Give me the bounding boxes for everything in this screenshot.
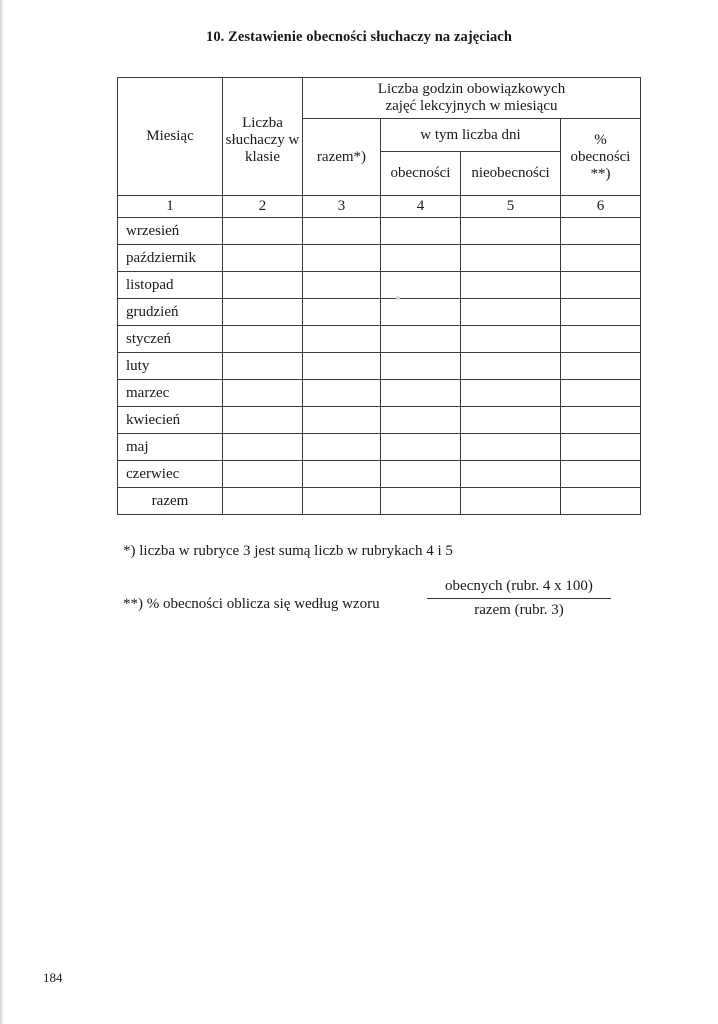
table-row	[118, 326, 641, 353]
table-cell[interactable]	[381, 434, 461, 461]
table-cell[interactable]	[223, 245, 303, 272]
header-row-1	[118, 78, 641, 119]
total-row	[118, 488, 641, 515]
table-cell[interactable]	[461, 407, 561, 434]
table-cell[interactable]	[561, 299, 641, 326]
table-cell[interactable]	[381, 218, 461, 245]
scan-speck	[396, 296, 400, 300]
table-row	[118, 380, 641, 407]
table-cell[interactable]	[223, 407, 303, 434]
table-cell[interactable]	[461, 245, 561, 272]
table-cell[interactable]	[303, 272, 381, 299]
table-cell[interactable]	[381, 245, 461, 272]
formula-numerator: obecnych (rubr. 4 x 100)	[427, 578, 611, 599]
header-percent-label: obecności	[570, 148, 631, 165]
header-percent-symbol: %	[594, 131, 607, 148]
table-cell[interactable]	[223, 218, 303, 245]
month-label: maj	[118, 434, 223, 461]
table-cell[interactable]	[561, 488, 641, 515]
month-label: styczeń	[118, 326, 223, 353]
table-cell[interactable]	[303, 326, 381, 353]
formula-fraction	[427, 578, 611, 619]
header-absence: nieobecności	[461, 152, 561, 196]
table-cell[interactable]	[461, 299, 561, 326]
table-row	[118, 407, 641, 434]
table-cell[interactable]	[303, 218, 381, 245]
table-cell[interactable]	[223, 488, 303, 515]
table-cell[interactable]	[223, 299, 303, 326]
table-cell[interactable]	[561, 380, 641, 407]
month-label: czerwiec	[118, 461, 223, 488]
attendance-table	[117, 77, 641, 515]
month-label: marzec	[118, 380, 223, 407]
table-row	[118, 272, 641, 299]
table-cell[interactable]	[461, 218, 561, 245]
month-label: listopad	[118, 272, 223, 299]
table-cell[interactable]	[381, 380, 461, 407]
header-students-label: Liczba słuchaczy w klasie	[225, 115, 300, 165]
table-cell[interactable]	[381, 461, 461, 488]
table-row	[118, 434, 641, 461]
table-cell[interactable]	[303, 299, 381, 326]
column-number: 5	[461, 196, 561, 218]
month-label: luty	[118, 353, 223, 380]
month-label: wrzesień	[118, 218, 223, 245]
table-cell[interactable]	[561, 434, 641, 461]
table-cell[interactable]	[381, 272, 461, 299]
table-cell[interactable]	[381, 407, 461, 434]
column-number: 2	[223, 196, 303, 218]
table-cell[interactable]	[461, 488, 561, 515]
page-title: 10. Zestawienie obecności słuchaczy na zajęciach	[205, 29, 513, 45]
table-cell[interactable]	[223, 434, 303, 461]
footnote-2: **) % obecności oblicza się według wzoru	[123, 596, 380, 612]
table-cell[interactable]	[223, 326, 303, 353]
page-edge	[0, 0, 3, 1024]
column-number: 6	[561, 196, 641, 218]
header-hours-group: Liczba godzin obowiązkowych zajęć lekcyjnych w miesiącu	[303, 78, 641, 119]
table-cell[interactable]	[561, 245, 641, 272]
table-cell[interactable]	[381, 353, 461, 380]
month-label: październik	[118, 245, 223, 272]
column-number: 1	[118, 196, 223, 218]
table-cell[interactable]	[223, 380, 303, 407]
table-cell[interactable]	[461, 272, 561, 299]
table-cell[interactable]	[461, 434, 561, 461]
table-cell[interactable]	[461, 353, 561, 380]
table-cell[interactable]	[561, 272, 641, 299]
table-cell[interactable]	[303, 353, 381, 380]
table-cell[interactable]	[561, 461, 641, 488]
table-cell[interactable]	[223, 353, 303, 380]
table-cell[interactable]	[561, 353, 641, 380]
header-days-group: w tym liczba dni	[381, 119, 561, 152]
table-cell[interactable]	[303, 488, 381, 515]
table-cell[interactable]	[561, 407, 641, 434]
formula-denominator: razem (rubr. 3)	[474, 602, 564, 618]
page-number: 184	[43, 970, 63, 985]
month-label: kwiecień	[118, 407, 223, 434]
header-attendance: obecności	[381, 152, 461, 196]
table-cell[interactable]	[303, 407, 381, 434]
table-cell[interactable]	[461, 380, 561, 407]
table-cell[interactable]	[381, 299, 461, 326]
header-percent	[561, 119, 641, 196]
table-cell[interactable]	[303, 380, 381, 407]
header-total: razem*)	[303, 119, 381, 196]
column-number: 3	[303, 196, 381, 218]
table-cell[interactable]	[561, 218, 641, 245]
column-number: 4	[381, 196, 461, 218]
table-cell[interactable]	[381, 326, 461, 353]
header-month: Miesiąc	[118, 78, 223, 196]
table-cell[interactable]	[303, 245, 381, 272]
table-row	[118, 218, 641, 245]
table-cell[interactable]	[303, 434, 381, 461]
header-percent-note: **)	[590, 165, 611, 182]
total-label: razem	[118, 488, 223, 515]
table-row	[118, 299, 641, 326]
table-cell[interactable]	[461, 461, 561, 488]
table-row	[118, 353, 641, 380]
header-students	[223, 78, 303, 196]
month-label: grudzień	[118, 299, 223, 326]
table-cell[interactable]	[223, 461, 303, 488]
column-number-row	[118, 196, 641, 218]
table-cell[interactable]	[381, 488, 461, 515]
table-cell[interactable]	[561, 326, 641, 353]
table-cell[interactable]	[461, 326, 561, 353]
footnote-1: *) liczba w rubryce 3 jest sumą liczb w rubrykach 4 i 5	[123, 543, 453, 559]
table-row	[118, 461, 641, 488]
table-cell[interactable]	[223, 272, 303, 299]
table-row	[118, 245, 641, 272]
table-cell[interactable]	[303, 461, 381, 488]
